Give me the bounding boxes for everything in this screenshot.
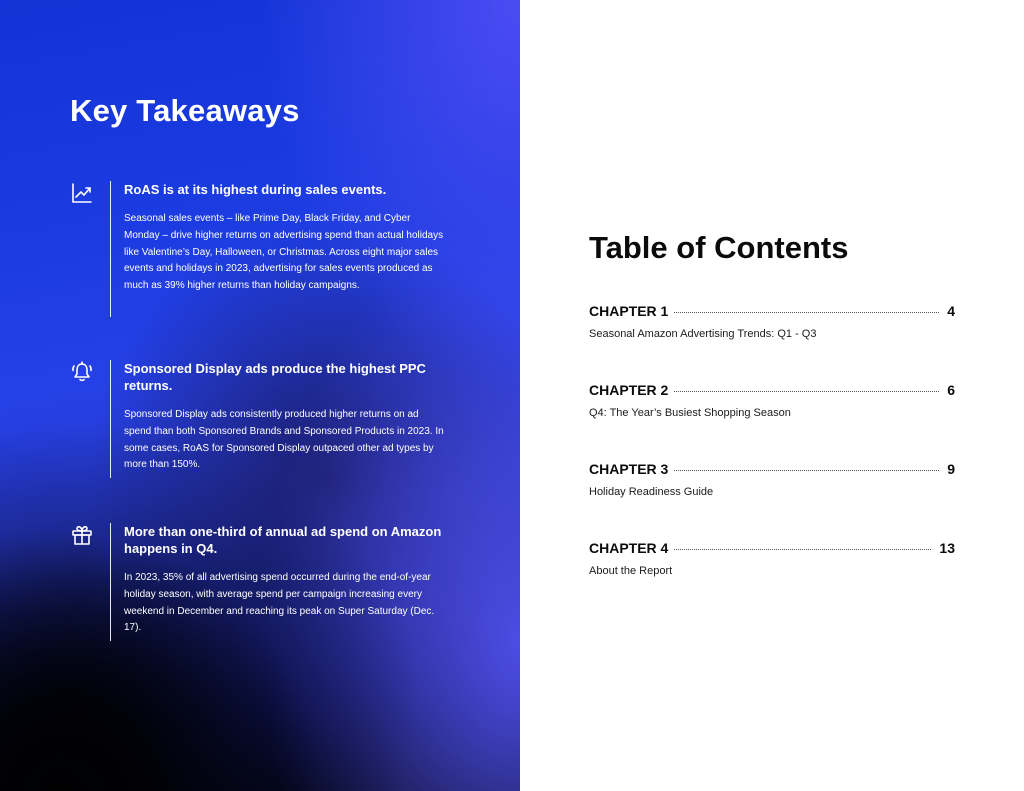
takeaway-heading: Sponsored Display ads produce the highest PPC returns.	[124, 361, 426, 393]
divider-line	[110, 181, 111, 317]
toc-page-number: 4	[947, 303, 955, 319]
takeaway-content	[124, 523, 448, 637]
takeaway-heading: RoAS is at its highest during sales events.	[124, 182, 387, 197]
gift-icon	[70, 523, 94, 547]
toc-dot-leader	[674, 312, 939, 313]
takeaway-content	[124, 181, 446, 295]
toc-page-number: 6	[947, 382, 955, 398]
toc-chapter-subtitle: Seasonal Amazon Advertising Trends: Q1 - Q3	[589, 328, 817, 340]
takeaway-body: In 2023, 35% of all advertising spend occurred during the end-of-year holiday season, with average spend per campaign increasing every weekend in December and reaching its peak on Super Saturday (Dec. 17).	[124, 572, 435, 634]
takeaway-body: Sponsored Display ads consistently produced higher returns on ad spend than both Sponsored Brands and Sponsored Products in 2023. In some cases, RoAS for Sponsored Display outpaced other ad types by more than 150%.	[124, 409, 444, 471]
divider-line	[110, 523, 111, 641]
toc-entry-chapter-1[interactable]	[589, 303, 955, 340]
table-of-contents-title: Table of Contents	[589, 230, 849, 265]
toc-chapter-subtitle: Holiday Readiness Guide	[589, 486, 714, 498]
toc-row	[589, 303, 955, 319]
toc-page-number: 9	[947, 461, 955, 477]
toc-row	[589, 461, 955, 477]
takeaway-content	[124, 360, 446, 474]
key-takeaways-title: Key Takeaways	[70, 93, 300, 128]
toc-entry-chapter-3[interactable]	[589, 461, 955, 498]
toc-chapter-label: CHAPTER 1	[589, 303, 669, 319]
toc-dot-leader	[674, 470, 939, 471]
takeaway-heading: More than one-third of annual ad spend on Amazon happens in Q4.	[124, 524, 442, 556]
bell-ringing-icon	[70, 360, 94, 384]
toc-chapter-label: CHAPTER 3	[589, 461, 669, 477]
toc-row	[589, 540, 955, 556]
trend-chart-icon	[70, 181, 94, 205]
toc-entry-chapter-4[interactable]	[589, 540, 955, 577]
toc-dot-leader	[674, 391, 939, 392]
toc-chapter-label: CHAPTER 4	[589, 540, 669, 556]
toc-chapter-subtitle: Q4: The Year’s Busiest Shopping Season	[589, 407, 791, 419]
takeaway-body: Seasonal sales events – like Prime Day, Black Friday, and Cyber Monday – drive higher returns on advertising spend than actual holidays like Valentine’s Day, Halloween, or Christmas. Across eight major sales events and holidays in 2023, advertising for sales events produced as much as 39% higher returns than holiday campaigns.	[124, 213, 444, 292]
divider-line	[110, 360, 111, 478]
toc-row	[589, 382, 955, 398]
toc-chapter-label: CHAPTER 2	[589, 382, 669, 398]
toc-chapter-subtitle: About the Report	[589, 565, 673, 577]
toc-entry-chapter-2[interactable]	[589, 382, 955, 419]
toc-page-number: 13	[939, 540, 955, 556]
toc-dot-leader	[674, 549, 931, 550]
